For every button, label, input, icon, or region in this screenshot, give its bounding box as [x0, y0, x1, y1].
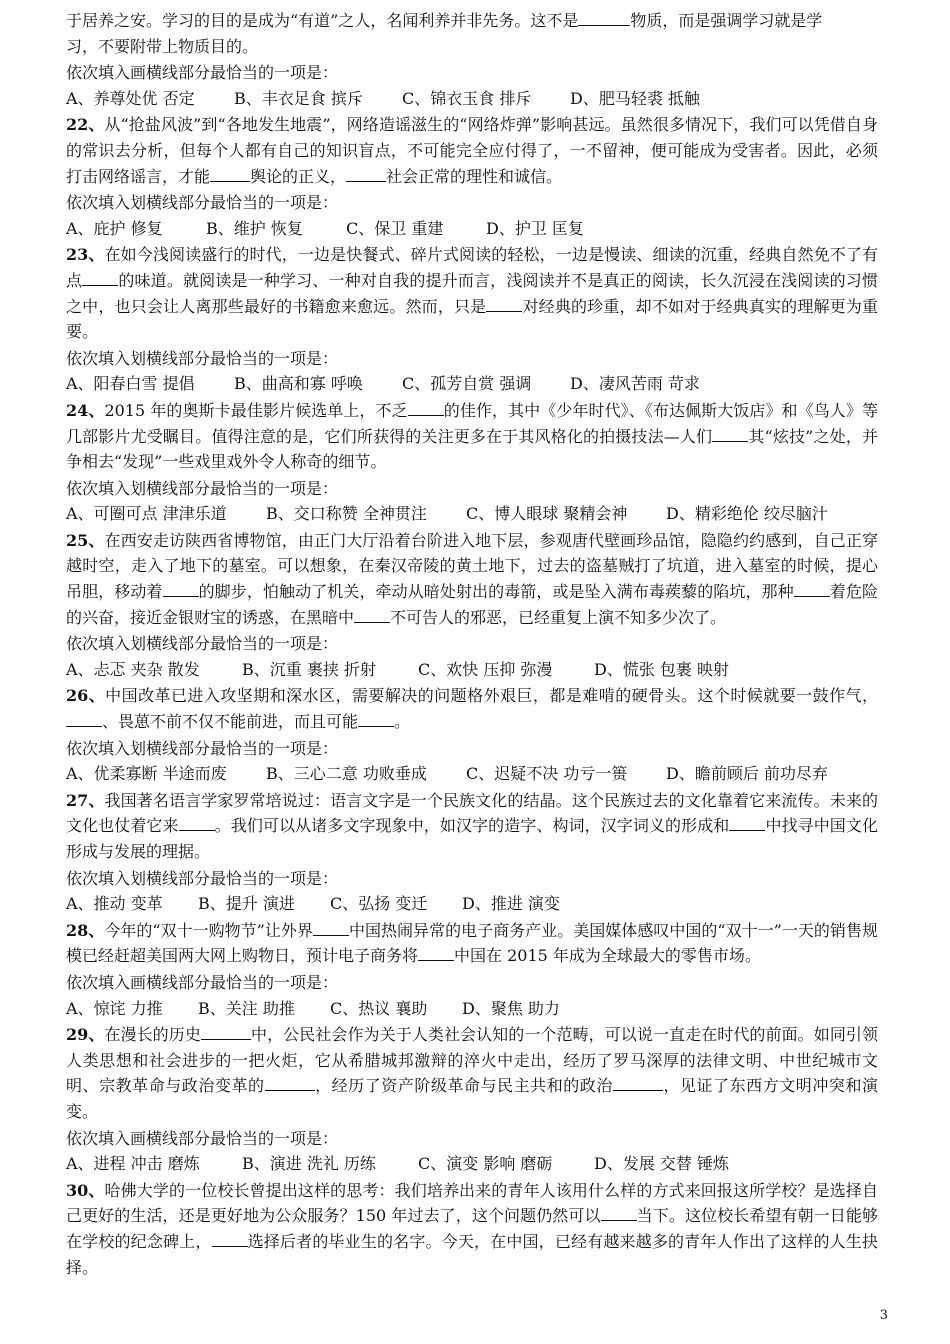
option-d: D、慌张 包裹 映射 — [594, 659, 730, 679]
answer-blank — [66, 709, 102, 727]
question-text: 24、2015 年的奥斯卡最佳影片候选单上，不乏 的佳作，其中《少年时代》、《布达佩斯大饭店》和《鸟人》等几部影片尤受瞩目。值得注意的是，它们所获得的关注更多在于其风格化的拍摄技法—人们 其“炫技”之处，并争相去“发现”一些戏里戏外令人称奇的细节。 — [66, 398, 878, 475]
option-a: A、进程 冲击 磨炼 — [66, 1154, 200, 1174]
answer-blank — [358, 709, 394, 727]
answer-blank — [418, 944, 454, 962]
answer-blank — [313, 918, 349, 936]
option-b: B、交口称赞 全神贯注 — [266, 504, 427, 524]
prompt: 依次填入划横线部分最恰当的一项是： — [66, 348, 339, 368]
question-number: 26、 — [66, 686, 106, 706]
answer-blank — [201, 1022, 251, 1040]
answer-blank — [408, 398, 444, 416]
question-number: 27、 — [66, 790, 105, 810]
option-b: B、提升 演进 — [198, 894, 295, 914]
option-b: B、三心二意 功败垂成 — [266, 764, 427, 784]
prompt: 依次填入划横线部分最恰当的一项是： — [66, 634, 339, 654]
answer-blank — [613, 1074, 663, 1092]
option-d: D、凄风苦雨 苛求 — [570, 374, 700, 394]
question-text: 23、在如今浅阅读盛行的时代，一边是快餐式、碎片式阅读的轻松，一边是慢读、细读的沉重，经典自然免不了有点 的味道。就阅读是一种学习、一种对自我的提升而言，浅阅读并不是真正的阅读，长久沉浸在浅阅读的习惯之中，也只会让人离那些最好的书籍愈来愈远。然而，只是 对经典的珍重，却不如对于经典真实的理解更为重要。 — [66, 245, 878, 342]
page-number: 3 — [879, 1308, 888, 1323]
question-text: 于居养之安。学习的目的是成为“有道”之人，名闻利养并非先务。这不是 物质，而是强调学习就是学 习，不要附带上物质目的。 — [66, 8, 878, 59]
option-c: C、锦衣玉食 排斥 — [402, 88, 532, 108]
question-text: 30、哈佛大学的一位校长曾提出这样的思考：我们培养出来的青年人该用什么样的方式来回报这所学校？是选择自己更好的生活，还是更好地为公众服务？150 年过去了，这个问题仍然可以 当下。这位校长希望有朝一日能够在学校的纪念碑上， 选择后者的毕业生的名字。今天，在中国，已经有越来越多的青年人作出了这样的人生抉择。 — [66, 1180, 878, 1277]
answer-blank — [578, 8, 630, 26]
document-page — [66, 8, 878, 1281]
question-number: 23、 — [66, 245, 105, 265]
answer-blank — [346, 164, 386, 182]
options — [66, 996, 878, 1022]
option-d: D、发展 交替 锤炼 — [594, 1154, 730, 1174]
question-number: 28、 — [66, 920, 105, 940]
option-c: C、保卫 重建 — [346, 218, 444, 238]
option-a: A、阳春白雪 提倡 — [66, 374, 195, 394]
question-30 — [66, 1178, 878, 1280]
option-a: A、忐忑 夹杂 散发 — [66, 659, 200, 679]
question-25 — [66, 528, 878, 683]
option-c: C、孤芳自赏 强调 — [402, 374, 532, 394]
options — [66, 371, 878, 397]
options — [66, 891, 878, 917]
options — [66, 216, 878, 242]
option-c: C、演变 影响 磨砺 — [418, 1154, 553, 1174]
question-text: 27、我国著名语言学家罗常培说过：语言文字是一个民族文化的结晶。这个民族过去的文化靠着它来流传。未来的文化也仗着它来 。我们可以从诸多文字现象中，如汉字的造字、构词，汉字词义的形成和 中找寻中国文化形成与发展的理据。 — [66, 790, 878, 861]
question-number: 25、 — [66, 530, 105, 550]
option-c: C、欢快 压抑 弥漫 — [418, 659, 553, 679]
option-b: B、维护 恢复 — [206, 218, 303, 238]
option-c: C、热议 襄助 — [330, 998, 428, 1018]
option-d: D、瞻前顾后 前功尽弃 — [666, 764, 828, 784]
option-b: B、关注 助推 — [198, 998, 295, 1018]
question-text: 22、从“抢盐风波”到“各地发生地震”，网络造谣滋生的“网络炸弹”影响甚远。虽然很多情况下，我们可以凭借自身的常识去分析，但每个人都有自己的知识盲点，不可能完全应付得了，一不留神，便可能成为受害者。因此，必须打击网络谣言，才能 舆论的正义， 社会正常的理性和诚信。 — [66, 115, 878, 186]
question-21-tail — [66, 8, 878, 111]
options — [66, 1151, 878, 1177]
question-text: 28、今年的“双十一购物节”让外界 中国热闹异常的电子商务产业。美国媒体感叹中国的“双十一”一天的销售规模已经赶超美国两大网上购物日，预计电子商务将 中国在 2015 年成为全球最大的零售市场。 — [66, 918, 878, 969]
prompt: 依次填入画横线部分最恰当的一项是： — [66, 63, 339, 83]
question-number: 24、 — [66, 400, 105, 420]
question-26 — [66, 683, 878, 786]
option-d: D、推进 演变 — [462, 894, 560, 914]
question-24 — [66, 398, 878, 527]
options — [66, 657, 878, 683]
question-27 — [66, 788, 878, 917]
option-a: A、推动 变革 — [66, 894, 163, 914]
option-c: C、迟疑不决 功亏一篑 — [466, 764, 628, 784]
prompt: 依次填入画横线部分最恰当的一项是： — [66, 1128, 339, 1148]
answer-blank — [486, 294, 522, 312]
answer-blank — [712, 424, 748, 442]
option-a: A、惊诧 力推 — [66, 998, 163, 1018]
option-a: A、优柔寡断 半途而废 — [66, 764, 227, 784]
answer-blank — [729, 814, 765, 832]
question-29 — [66, 1022, 878, 1177]
answer-blank — [354, 605, 390, 623]
question-number: 22、 — [66, 115, 105, 135]
option-b: B、演进 洗礼 历练 — [242, 1154, 376, 1174]
prompt: 依次填入划横线部分最恰当的一项是： — [66, 193, 339, 213]
options — [66, 86, 878, 112]
answer-blank — [794, 579, 830, 597]
options — [66, 501, 878, 527]
answer-blank — [210, 164, 250, 182]
question-text: 25、在西安走访陕西省博物馆，由正门大厅沿着台阶进入地下层，参观唐代壁画珍品馆，隐隐约约感到，自己正穿越时空，走入了地下的墓室。可以想象，在秦汉帝陵的黄土地下，过去的盗墓贼打了坑道，进入墓室的时候，提心吊胆，移动着 的脚步，怕触动了机关，牵动从暗处射出的毒箭，或是坠入满布毒蒺藜的陷坑，那种 着危险的兴奋，接近金银财宝的诱惑，在黑暗中 不可告人的邪恶，已经重复上演不知多少次了。 — [66, 530, 878, 627]
option-d: D、护卫 匡复 — [486, 218, 584, 238]
answer-blank — [601, 1204, 637, 1222]
question-22 — [66, 112, 878, 241]
option-c: C、博人眼球 聚精会神 — [466, 504, 628, 524]
prompt: 依次填入画横线部分最恰当的一项是： — [66, 972, 339, 992]
answer-blank — [163, 579, 199, 597]
answer-blank — [82, 268, 118, 286]
prompt: 依次填入划横线部分最恰当的一项是： — [66, 868, 339, 888]
question-text: 29、在漫长的历史 中，公民社会作为关于人类社会认知的一个范畴，可以说一直走在时代的前面。如同引领人类思想和社会进步的一把火炬，它从希腊城邦激辩的淬火中走出，经历了罗马深厚的法律文明、中世纪城市文明、宗教革命与政治变革的 ，经历了资产阶级革命与民主共和的政治 ，见证了东西方文明冲突和演变。 — [66, 1022, 878, 1124]
option-a: A、可圈可点 津津乐道 — [66, 504, 227, 524]
answer-blank — [265, 1074, 315, 1092]
answer-blank — [212, 1229, 248, 1247]
prompt: 依次填入划横线部分最恰当的一项是： — [66, 738, 339, 758]
answer-blank — [179, 814, 215, 832]
option-c: C、弘扬 变迁 — [330, 894, 428, 914]
option-b: B、丰衣足食 摈斥 — [234, 88, 363, 108]
prompt: 依次填入划横线部分最恰当的一项是： — [66, 478, 339, 498]
option-a: A、庇护 修复 — [66, 218, 163, 238]
options — [66, 761, 878, 787]
option-d: D、精彩绝伦 绞尽脑汁 — [666, 504, 828, 524]
option-d: D、肥马轻裘 抵触 — [570, 88, 700, 108]
option-d: D、聚焦 助力 — [462, 998, 560, 1018]
option-b: B、曲高和寡 呼唤 — [234, 374, 363, 394]
option-b: B、沉重 裹挟 折射 — [242, 659, 376, 679]
question-number: 29、 — [66, 1025, 105, 1045]
option-a: A、养尊处优 否定 — [66, 88, 195, 108]
question-28 — [66, 918, 878, 1021]
question-text: 26、中国改革已进入攻坚期和深水区，需要解决的问题格外艰巨，都是难啃的硬骨头。这个时候就要一鼓作气，、畏葸不前不仅不能前进，而且可能 。 — [66, 686, 878, 732]
question-23 — [66, 242, 878, 397]
question-number: 30、 — [66, 1180, 105, 1200]
